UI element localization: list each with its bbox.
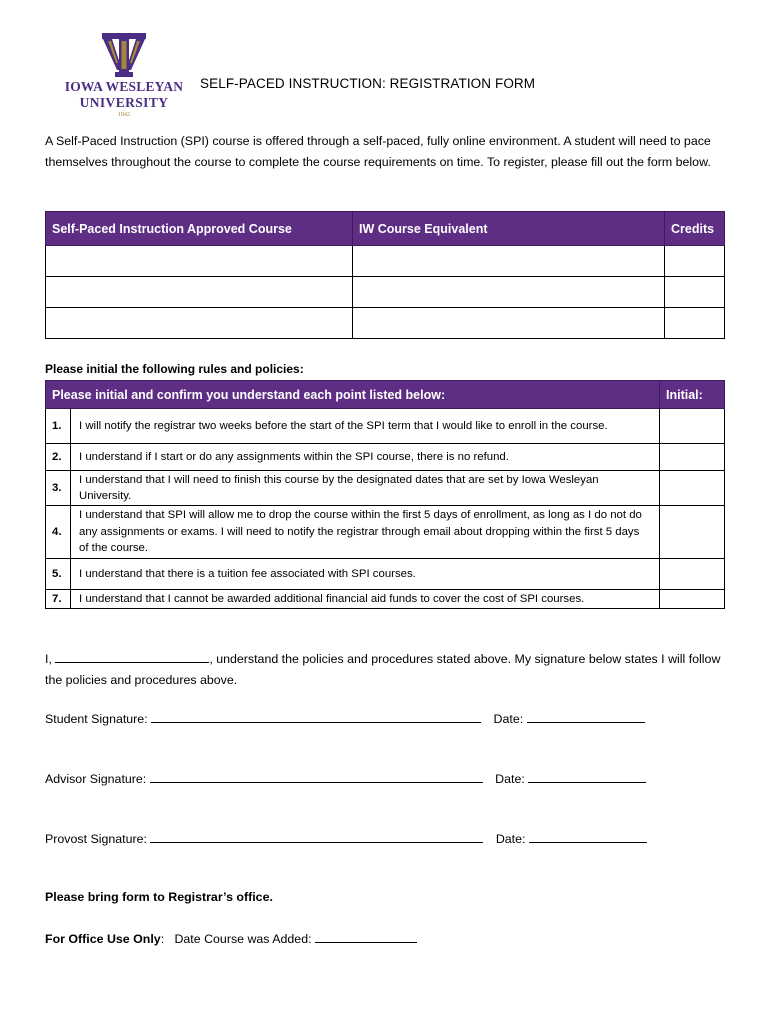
- rule-number: 5.: [46, 559, 71, 590]
- provost-date-label: Date:: [495, 832, 526, 846]
- provost-signature-line[interactable]: [150, 830, 483, 843]
- office-use-colon: :: [160, 932, 165, 946]
- table-row: [46, 506, 725, 559]
- advisor-date-line[interactable]: [528, 770, 646, 783]
- iw-equivalent-cell[interactable]: [353, 246, 665, 277]
- approved-course-cell[interactable]: [46, 246, 353, 277]
- rules-heading: Please initial the following rules and policies:: [45, 362, 304, 376]
- provost-signature-label: Provost Signature:: [45, 832, 147, 846]
- credits-cell[interactable]: [665, 246, 725, 277]
- acknowledgement-statement: [45, 649, 725, 691]
- column-header-iw-equivalent: IW Course Equivalent: [353, 212, 665, 246]
- initial-header: Initial:: [660, 381, 725, 409]
- course-table: [45, 211, 725, 339]
- approved-course-cell[interactable]: [46, 308, 353, 339]
- rule-number: 1.: [46, 409, 71, 444]
- form-title: SELF-PACED INSTRUCTION: REGISTRATION FORM: [200, 76, 536, 91]
- initial-cell[interactable]: [660, 559, 725, 590]
- table-row: [46, 471, 725, 506]
- credits-cell[interactable]: [665, 308, 725, 339]
- course-table-header: [46, 212, 725, 246]
- initial-cell[interactable]: [660, 506, 725, 559]
- intro-paragraph: A Self-Paced Instruction (SPI) course is offered through a self-paced, fully online environment. A student will need to pace themselves throughout the course to complete the course requirements on time. To register, please fill out the form below.: [45, 134, 711, 169]
- provost-date-line[interactable]: [529, 830, 647, 843]
- date-added-line[interactable]: [315, 930, 417, 943]
- initial-cell[interactable]: [660, 471, 725, 506]
- table-row: [46, 308, 725, 339]
- advisor-signature-label: Advisor Signature:: [45, 772, 147, 786]
- university-crest-icon: [100, 32, 148, 78]
- statement-prefix: I,: [45, 652, 52, 666]
- table-row: [46, 444, 725, 471]
- rule-text: I understand that I cannot be awarded additional financial aid funds to cover the cost of SPI courses.: [71, 590, 660, 609]
- table-row: [46, 409, 725, 444]
- logo-text-line1: IOWA WESLEYAN: [64, 79, 184, 94]
- student-name-blank[interactable]: [55, 650, 209, 663]
- initial-cell[interactable]: [660, 409, 725, 444]
- advisor-date-label: Date:: [495, 772, 525, 786]
- table-row: [46, 246, 725, 277]
- rules-table: [45, 380, 725, 609]
- rule-text: I understand that there is a tuition fee associated with SPI courses.: [71, 559, 660, 590]
- rule-number: 7.: [46, 590, 71, 609]
- advisor-signature-line[interactable]: [150, 770, 483, 783]
- rules-table-header: [46, 381, 725, 409]
- bring-form-note: Please bring form to Registrar’s office.: [45, 890, 273, 904]
- logo-text-line2: UNIVERSITY: [79, 95, 169, 110]
- rule-text: I understand if I start or do any assignments within the SPI course, there is no refund.: [71, 444, 660, 471]
- rule-number: 3.: [46, 471, 71, 506]
- iw-equivalent-cell[interactable]: [353, 277, 665, 308]
- student-signature-line[interactable]: [151, 710, 481, 723]
- student-signature-label: Student Signature:: [45, 712, 148, 726]
- column-header-credits: Credits: [665, 212, 725, 246]
- office-use-label: For Office Use Only: [45, 932, 161, 946]
- column-header-approved-course: Self-Paced Instruction Approved Course: [46, 212, 353, 246]
- table-row: [46, 590, 725, 609]
- rule-text: I understand that I will need to finish this course by the designated dates that are set by Iowa Wesleyan University.: [71, 471, 660, 506]
- table-row: [46, 559, 725, 590]
- date-added-label: Date Course was Added:: [174, 932, 312, 946]
- rule-number: 4.: [46, 506, 71, 559]
- rule-text: I will notify the registrar two weeks before the start of the SPI term that I would like to enroll in the course.: [71, 409, 660, 444]
- initial-cell[interactable]: [660, 444, 725, 471]
- student-date-label: Date:: [493, 712, 524, 726]
- statement-suffix: , understand the policies and procedures stated above. My signature below states I will follow the policies and procedures above.: [45, 652, 721, 687]
- provost-signature-row: [45, 830, 647, 846]
- student-date-line[interactable]: [527, 710, 645, 723]
- credits-cell[interactable]: [665, 277, 725, 308]
- university-logo: [62, 32, 186, 122]
- rules-header: Please initial and confirm you understand each point listed below:: [46, 381, 660, 409]
- iw-equivalent-cell[interactable]: [353, 308, 665, 339]
- office-use-row: [45, 930, 417, 946]
- student-signature-row: [45, 710, 645, 726]
- rule-number: 2.: [46, 444, 71, 471]
- table-row: [46, 277, 725, 308]
- rule-text: I understand that SPI will allow me to drop the course within the first 5 days of enrollment, as long as I do not do any assignments or exams. I will need to notify the registrar through email about dropping within the first 5 days of the course.: [71, 506, 660, 559]
- initial-cell[interactable]: [660, 590, 725, 609]
- logo-year: 1842: [118, 112, 130, 118]
- advisor-signature-row: [45, 770, 646, 786]
- approved-course-cell[interactable]: [46, 277, 353, 308]
